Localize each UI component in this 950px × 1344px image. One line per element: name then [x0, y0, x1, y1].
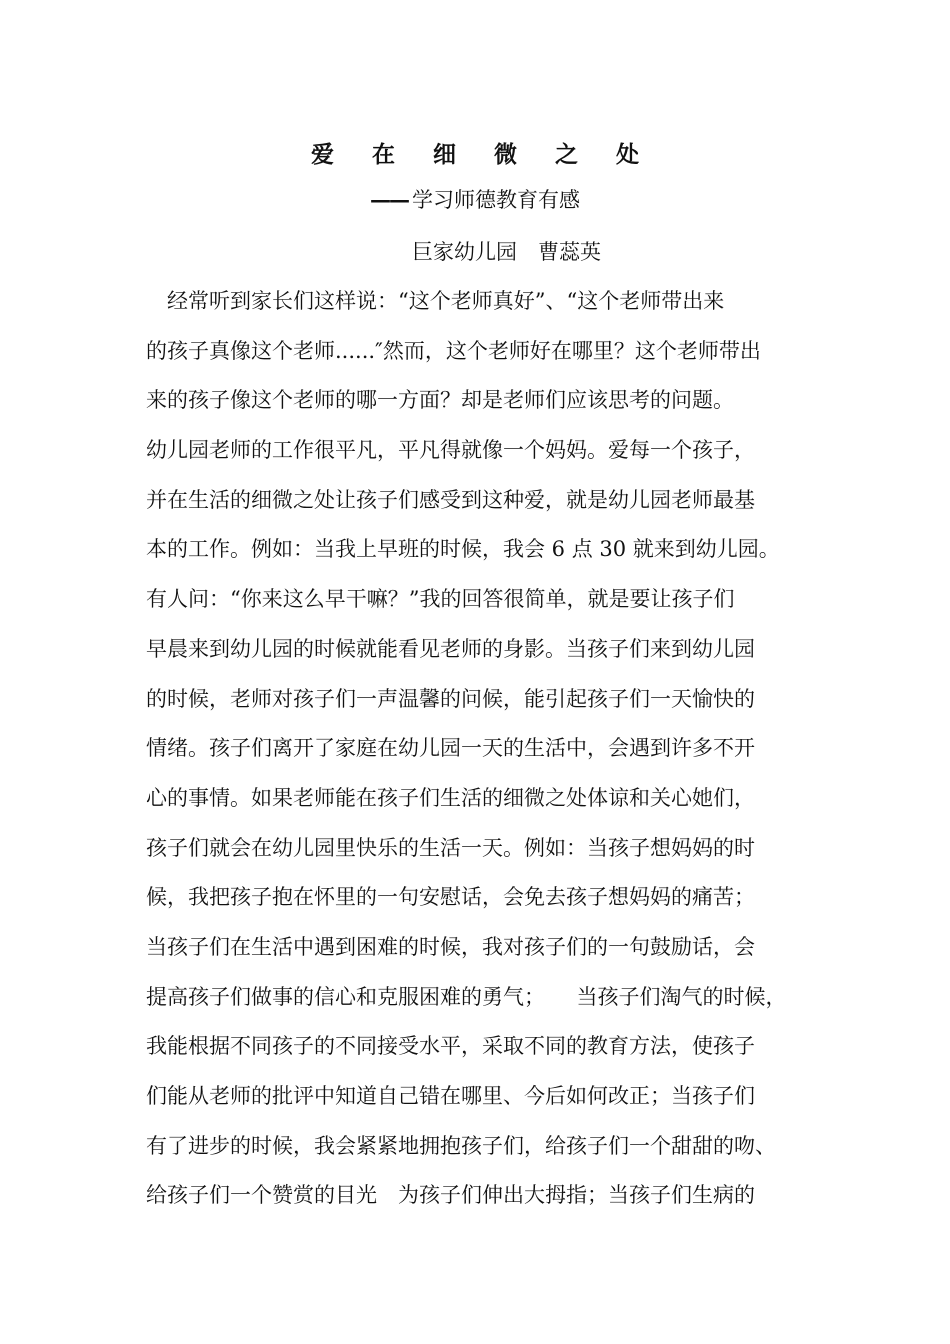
text-line: 孩子们就会在幼儿园里快乐的生活一天。例如：当孩子想妈妈的时 — [146, 835, 755, 860]
text-line: 来的孩子像这个老师的哪一方面？却是老师们应该思考的问题。 — [146, 388, 734, 413]
text-line: 早晨来到幼儿园的时候就能看见老师的身影。当孩子们来到幼儿园 — [146, 636, 755, 661]
text-line: 的时候，老师对孩子们一声温馨的问候，能引起孩子们一天愉快的 — [146, 686, 755, 711]
text-line: 经常听到家长们这样说：“这个老师真好”、“这个老师带出来 — [146, 289, 725, 313]
text-line: 情绪。孩子们离开了家庭在幼儿园一天的生活中，会遇到许多不开 — [146, 736, 755, 761]
text-line: 提高孩子们做事的信心和克服困难的勇气； 当孩子们淘气的时候， — [146, 984, 787, 1009]
text-line: 本的工作。例如：当我上早班的时候，我会 6 点 30 就来到幼儿园。 — [146, 537, 780, 562]
text-line: 当孩子们在生活中遇到困难的时候，我对孩子们的一句鼓励话，会 — [146, 934, 755, 959]
page-title: 爱在细微之处 — [311, 141, 677, 168]
subtitle-dash: —— — [370, 187, 408, 212]
text-line: 有人问：“你来这么早干嘛？”我的回答很简单，就是要让孩子们 — [146, 587, 735, 612]
subtitle-text: 学习师德教育有感 — [412, 188, 580, 212]
author-line: 巨家幼儿园 曹蕊英 — [412, 240, 601, 264]
text-line: 给孩子们一个赞赏的目光 为孩子们伸出大拇指；当孩子们生病的 — [146, 1183, 755, 1208]
text-line: 并在生活的细微之处让孩子们感受到这种爱，就是幼儿园老师最基 — [146, 487, 755, 512]
body-text — [146, 281, 826, 1225]
text-line: 心的事情。如果老师能在孩子们生活的细微之处体谅和关心她们， — [146, 785, 755, 810]
page-subtitle — [0, 184, 950, 214]
text-line: 幼儿园老师的工作很平凡，平凡得就像一个妈妈。爱每一个孩子， — [146, 438, 755, 463]
text-line: 我能根据不同孩子的不同接受水平，采取不同的教育方法，使孩子 — [146, 1034, 755, 1059]
text-line: 有了进步的时候，我会紧紧地拥抱孩子们，给孩子们一个甜甜的吻、 — [146, 1133, 776, 1158]
text-line: 们能从老师的批评中知道自己错在哪里、今后如何改正；当孩子们 — [146, 1084, 755, 1108]
text-line: 的孩子真像这个老师......″然而，这个老师好在哪里？这个老师带出 — [146, 338, 761, 363]
text-line: 候，我把孩子抱在怀里的一句安慰话，会免去孩子想妈妈的痛苦； — [146, 885, 755, 910]
